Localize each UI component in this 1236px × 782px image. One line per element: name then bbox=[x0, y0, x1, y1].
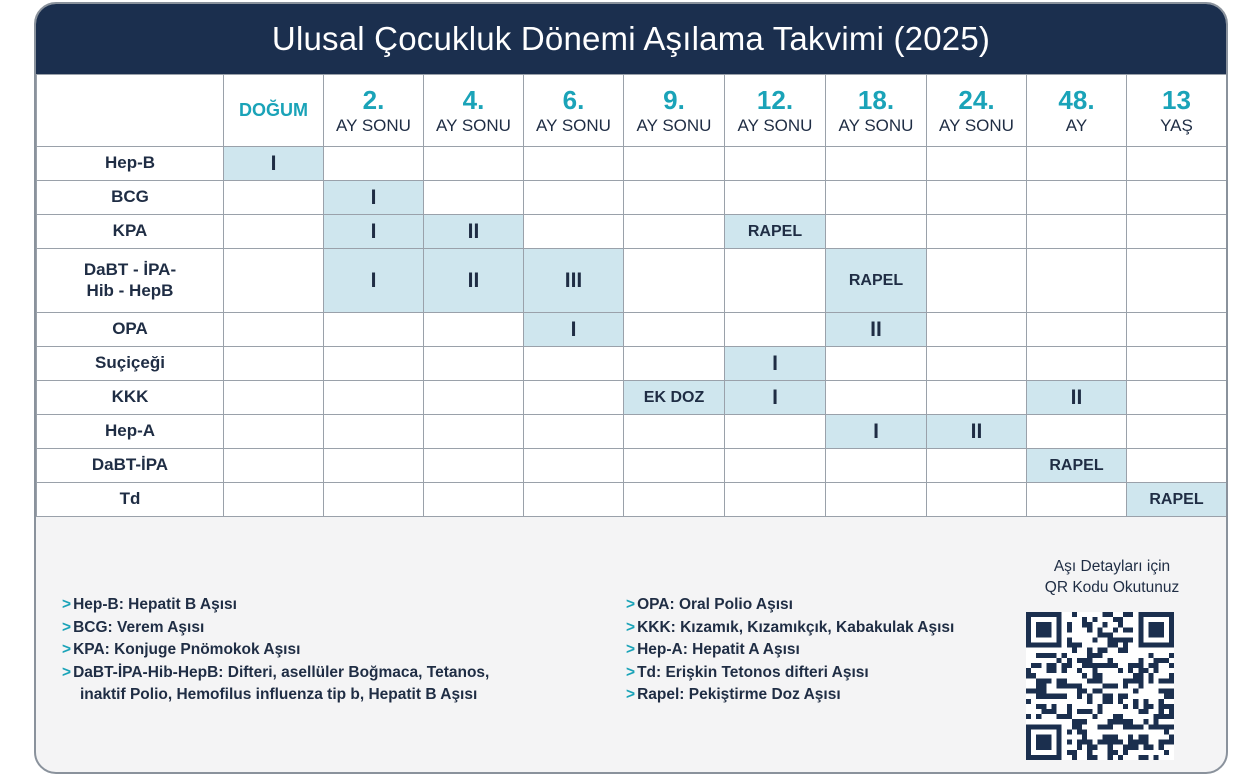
legend-text: BCG: Verem Aşısı bbox=[73, 618, 205, 636]
dose-cell bbox=[624, 249, 725, 313]
dose-cell bbox=[224, 347, 324, 381]
dose-cell: I bbox=[324, 215, 424, 249]
dose-cell bbox=[424, 381, 524, 415]
legend-text: DaBT-İPA-Hib-HepB: Difteri, asellüler Boğmaca, Tetanos, bbox=[73, 663, 490, 681]
column-header bbox=[725, 75, 826, 147]
dose-cell bbox=[424, 449, 524, 483]
column-header bbox=[927, 75, 1027, 147]
column-header-number: 24. bbox=[958, 85, 995, 115]
dose-cell bbox=[927, 249, 1027, 313]
dose-cell bbox=[524, 215, 624, 249]
dose-cell bbox=[624, 449, 725, 483]
dose-cell: II bbox=[826, 313, 927, 347]
dose-cell bbox=[826, 215, 927, 249]
table-row bbox=[37, 483, 1227, 517]
dose-cell bbox=[624, 313, 725, 347]
chevron-right-icon: > bbox=[626, 686, 636, 703]
legend-item bbox=[626, 662, 1046, 685]
column-header bbox=[1027, 75, 1127, 147]
dose-cell bbox=[1127, 313, 1227, 347]
column-header-number: 48. bbox=[1058, 85, 1095, 115]
chevron-right-icon: > bbox=[62, 663, 72, 681]
dose-cell: RAPEL bbox=[1127, 483, 1227, 517]
column-header-unit: AY SONU bbox=[838, 116, 914, 135]
dose-cell: I bbox=[524, 313, 624, 347]
column-header bbox=[224, 75, 324, 147]
dose-cell bbox=[424, 181, 524, 215]
dose-cell: II bbox=[1027, 381, 1127, 415]
dose-cell bbox=[725, 415, 826, 449]
dose-cell bbox=[424, 147, 524, 181]
dose-cell bbox=[424, 313, 524, 347]
dose-cell bbox=[524, 483, 624, 517]
vaccine-name bbox=[37, 249, 224, 313]
dose-cell bbox=[1027, 181, 1127, 215]
dose-cell bbox=[424, 415, 524, 449]
dose-cell: I bbox=[224, 147, 324, 181]
legend-item bbox=[62, 594, 622, 617]
vaccine-name bbox=[37, 181, 224, 215]
dose-cell: I bbox=[725, 347, 826, 381]
chevron-right-icon: > bbox=[626, 663, 636, 681]
dose-cell bbox=[524, 415, 624, 449]
schedule-table bbox=[36, 74, 1227, 517]
dose-cell bbox=[224, 215, 324, 249]
vaccine-name-line: OPA bbox=[112, 319, 148, 339]
dose-cell bbox=[927, 381, 1027, 415]
dose-cell bbox=[224, 313, 324, 347]
table-row bbox=[37, 347, 1227, 381]
dose-cell bbox=[725, 249, 826, 313]
dose-cell: I bbox=[826, 415, 927, 449]
column-header-unit: AY SONU bbox=[436, 116, 511, 135]
vaccine-name-line: KPA bbox=[112, 221, 148, 241]
column-header bbox=[524, 75, 624, 147]
legend-text: KPA: Konjuge Pnömokok Aşısı bbox=[73, 641, 301, 658]
table-row bbox=[37, 415, 1227, 449]
dose-cell: I bbox=[324, 181, 424, 215]
vaccine-name bbox=[37, 449, 224, 483]
dose-cell: II bbox=[424, 215, 524, 249]
dose-cell bbox=[927, 449, 1027, 483]
legend-item bbox=[626, 639, 1046, 662]
dose-cell bbox=[1027, 215, 1127, 249]
vaccine-name-line: Suçiçeği bbox=[95, 353, 165, 373]
dose-cell bbox=[524, 449, 624, 483]
dose-cell bbox=[1127, 381, 1227, 415]
legend-item bbox=[626, 684, 1046, 707]
dose-cell bbox=[524, 347, 624, 381]
legend-item bbox=[62, 617, 622, 640]
column-header bbox=[826, 75, 927, 147]
dose-cell bbox=[927, 181, 1027, 215]
column-header-unit: AY SONU bbox=[737, 116, 813, 135]
dose-cell: RAPEL bbox=[1027, 449, 1127, 483]
dose-cell bbox=[624, 147, 725, 181]
dose-cell bbox=[826, 381, 927, 415]
dose-cell bbox=[826, 483, 927, 517]
dose-cell: II bbox=[927, 415, 1027, 449]
legend-item bbox=[62, 662, 622, 685]
legend-text: OPA: Oral Polio Aşısı bbox=[637, 596, 793, 613]
vaccine-name-line: Hep-B bbox=[104, 153, 156, 173]
dose-cell bbox=[324, 313, 424, 347]
dose-cell: I bbox=[725, 381, 826, 415]
legend-text: Hep-A: Hepatit A Aşısı bbox=[637, 641, 800, 658]
dose-cell bbox=[524, 381, 624, 415]
dose-cell bbox=[725, 313, 826, 347]
dose-cell bbox=[725, 483, 826, 517]
legend-item bbox=[626, 594, 1046, 617]
dose-cell bbox=[324, 483, 424, 517]
legend-text: Hep-B: Hepatit B Aşısı bbox=[73, 596, 237, 613]
chevron-right-icon: > bbox=[626, 596, 636, 613]
table-row bbox=[37, 381, 1227, 415]
dose-cell bbox=[1027, 347, 1127, 381]
dose-cell bbox=[1027, 483, 1127, 517]
vaccine-name-line: DaBT - İPA- bbox=[83, 260, 177, 280]
vaccine-name bbox=[37, 147, 224, 181]
dose-cell bbox=[1127, 347, 1227, 381]
dose-cell bbox=[224, 449, 324, 483]
dose-cell bbox=[624, 415, 725, 449]
vaccine-name-line: KKK bbox=[111, 387, 149, 407]
dose-cell bbox=[826, 147, 927, 181]
chevron-right-icon: > bbox=[626, 618, 636, 636]
dose-cell bbox=[624, 347, 725, 381]
chevron-right-icon: > bbox=[62, 596, 72, 613]
dose-cell bbox=[424, 483, 524, 517]
qr-caption-line1: Aşı Detayları için bbox=[1053, 558, 1171, 575]
dose-cell bbox=[927, 347, 1027, 381]
dose-cell: II bbox=[424, 249, 524, 313]
column-header-number: 9. bbox=[663, 85, 685, 115]
dose-cell bbox=[725, 449, 826, 483]
chevron-right-icon: > bbox=[62, 641, 72, 658]
table-row bbox=[37, 215, 1227, 249]
dose-cell: RAPEL bbox=[725, 215, 826, 249]
dose-cell bbox=[424, 347, 524, 381]
dose-cell bbox=[324, 147, 424, 181]
vaccine-name-line: DaBT-İPA bbox=[91, 455, 169, 475]
column-header-unit: AY bbox=[1065, 116, 1088, 135]
column-header-unit: AY SONU bbox=[536, 116, 611, 135]
legend-text: Td: Erişkin Tetonos difteri Aşısı bbox=[637, 663, 869, 681]
dose-cell bbox=[927, 313, 1027, 347]
vaccine-name-line: Hib - HepB bbox=[86, 280, 174, 300]
dose-cell bbox=[324, 347, 424, 381]
vaccine-name bbox=[37, 483, 224, 517]
qr-code-icon[interactable] bbox=[1026, 612, 1174, 760]
column-header bbox=[424, 75, 524, 147]
legend-text: Rapel: Pekiştirme Doz Aşısı bbox=[637, 686, 841, 703]
dose-cell bbox=[1127, 181, 1227, 215]
dose-cell bbox=[826, 347, 927, 381]
schedule-title: Ulusal Çocukluk Dönemi Aşılama Takvimi (2025) bbox=[36, 4, 1226, 74]
dose-cell bbox=[224, 381, 324, 415]
table-row bbox=[37, 449, 1227, 483]
dose-cell bbox=[1127, 415, 1227, 449]
column-header bbox=[324, 75, 424, 147]
dose-cell bbox=[826, 449, 927, 483]
column-header-number: 4. bbox=[462, 85, 485, 115]
legend-text: inaktif Polio, Hemofilus influenza tip b, Hepatit B Aşısı bbox=[80, 686, 478, 703]
column-header-unit: AY SONU bbox=[939, 116, 1014, 135]
vaccination-schedule-card bbox=[34, 2, 1228, 774]
dose-cell bbox=[224, 181, 324, 215]
dose-cell bbox=[725, 181, 826, 215]
dose-cell bbox=[1027, 313, 1127, 347]
column-header-number: 6. bbox=[562, 85, 585, 115]
dose-cell bbox=[624, 215, 725, 249]
vaccine-name bbox=[37, 381, 224, 415]
table-header-row bbox=[37, 75, 1227, 147]
dose-cell: I bbox=[324, 249, 424, 313]
dose-cell bbox=[725, 147, 826, 181]
legend-left bbox=[62, 594, 622, 707]
vaccine-name bbox=[37, 313, 224, 347]
vaccine-name-line: Hep-A bbox=[104, 421, 156, 441]
legend-item bbox=[626, 617, 1046, 640]
legend-item bbox=[62, 684, 622, 707]
column-header-birth: DOĞUM bbox=[239, 100, 308, 120]
dose-cell bbox=[1027, 147, 1127, 181]
legend-footer bbox=[36, 522, 1226, 774]
vaccine-name bbox=[37, 215, 224, 249]
vaccine-name bbox=[37, 347, 224, 381]
dose-cell bbox=[224, 415, 324, 449]
legend-text: KKK: Kızamık, Kızamıkçık, Kabakulak Aşısı bbox=[637, 618, 955, 636]
table-row bbox=[37, 313, 1227, 347]
dose-cell: RAPEL bbox=[826, 249, 927, 313]
chevron-right-icon: > bbox=[626, 641, 636, 658]
dose-cell bbox=[524, 181, 624, 215]
header-corner bbox=[37, 75, 224, 147]
dose-cell bbox=[624, 483, 725, 517]
dose-cell bbox=[1127, 147, 1227, 181]
dose-cell bbox=[524, 147, 624, 181]
dose-cell bbox=[927, 483, 1027, 517]
dose-cell bbox=[1027, 415, 1127, 449]
dose-cell bbox=[1127, 249, 1227, 313]
legend-right bbox=[626, 594, 1046, 707]
column-header bbox=[1127, 75, 1227, 147]
qr-caption-line2: QR Kodu Okutunuz bbox=[1044, 579, 1180, 596]
column-header-number: 13 bbox=[1162, 85, 1191, 115]
dose-cell: III bbox=[524, 249, 624, 313]
column-header-number: 18. bbox=[857, 85, 895, 115]
qr-caption bbox=[1012, 556, 1212, 598]
dose-cell bbox=[224, 249, 324, 313]
dose-cell bbox=[927, 215, 1027, 249]
dose-cell bbox=[1127, 449, 1227, 483]
dose-cell bbox=[826, 181, 927, 215]
vaccine-name bbox=[37, 415, 224, 449]
column-header-unit: YAŞ bbox=[1160, 116, 1193, 135]
column-header-unit: AY SONU bbox=[336, 116, 411, 135]
dose-cell bbox=[324, 449, 424, 483]
column-header-unit: AY SONU bbox=[636, 116, 712, 135]
table-row bbox=[37, 249, 1227, 313]
vaccine-name-line: BCG bbox=[111, 187, 149, 207]
table-row bbox=[37, 181, 1227, 215]
dose-cell bbox=[324, 415, 424, 449]
chevron-right-icon: > bbox=[62, 618, 72, 636]
dose-cell bbox=[624, 181, 725, 215]
dose-cell bbox=[324, 381, 424, 415]
dose-cell bbox=[224, 483, 324, 517]
dose-cell bbox=[1027, 249, 1127, 313]
table-row bbox=[37, 147, 1227, 181]
column-header bbox=[624, 75, 725, 147]
dose-cell: EK DOZ bbox=[624, 381, 725, 415]
column-header-number: 12. bbox=[756, 85, 794, 115]
vaccine-name-line: Td bbox=[119, 489, 141, 509]
dose-cell bbox=[927, 147, 1027, 181]
column-header-number: 2. bbox=[362, 85, 385, 115]
legend-item bbox=[62, 639, 622, 662]
dose-cell bbox=[1127, 215, 1227, 249]
